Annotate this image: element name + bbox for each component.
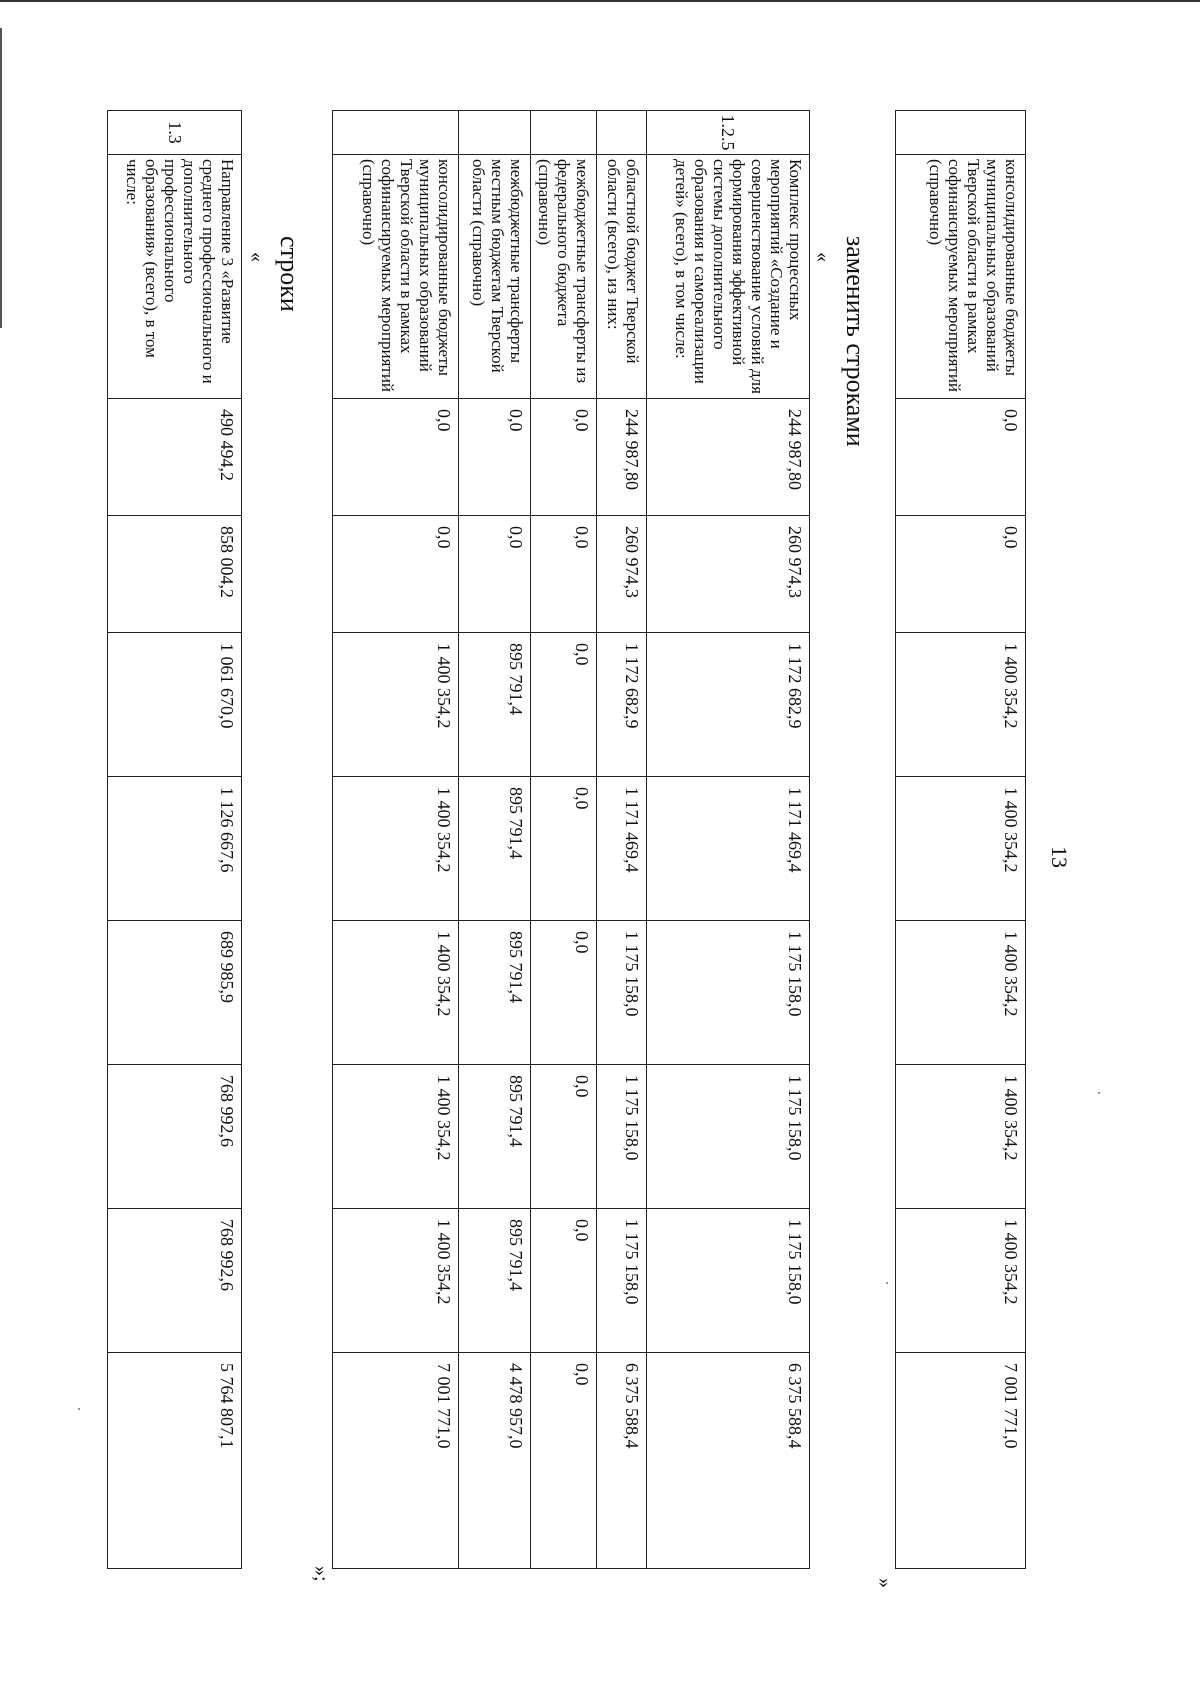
value-cell: 0,0 — [333, 516, 459, 633]
row-number — [597, 111, 647, 155]
value-cell: 1 171 469,4 — [597, 777, 647, 921]
value-cell: 260 974,3 — [647, 516, 810, 633]
table-row — [597, 111, 647, 1569]
value-cell: 1 400 354,2 — [896, 1065, 1026, 1209]
row-number — [896, 111, 1026, 155]
row-label: консолидированные бюджеты муниципальных образований Тверской области в рамках софинансируемых мероприятий (справочно) — [896, 155, 1026, 399]
value-cell: 1 400 354,2 — [333, 633, 459, 777]
value-cell: 1 175 158,0 — [647, 1065, 810, 1209]
value-cell: 7 001 771,0 — [896, 1353, 1026, 1569]
value-cell: 0,0 — [531, 921, 597, 1065]
value-cell: 0,0 — [896, 516, 1026, 633]
value-cell: 768 992,6 — [108, 1065, 242, 1209]
value-cell: 1 400 354,2 — [896, 921, 1026, 1065]
value-cell: 1 175 158,0 — [597, 921, 647, 1065]
value-cell: 895 791,4 — [459, 777, 531, 921]
value-cell: 1 400 354,2 — [896, 633, 1026, 777]
value-cell: 244 987,80 — [647, 399, 810, 516]
row-number — [333, 111, 459, 155]
value-cell: 0,0 — [531, 516, 597, 633]
value-cell: 1 400 354,2 — [896, 1209, 1026, 1353]
value-cell: 1 172 682,9 — [597, 633, 647, 777]
value-cell: 0,0 — [459, 399, 531, 516]
value-cell: 6 375 588,4 — [597, 1353, 647, 1569]
value-cell: 7 001 771,0 — [333, 1353, 459, 1569]
row-label: межбюджетные трансферты из федерального бюджета (справочно) — [531, 155, 597, 399]
value-cell: 0,0 — [459, 516, 531, 633]
value-cell: 5 764 807,1 — [108, 1353, 242, 1569]
value-cell: 0,0 — [531, 1065, 597, 1209]
section-heading-replace: заменить строками — [841, 236, 870, 447]
row-label: консолидированные бюджеты муниципальных образований Тверской области в рамках софинансируемых мероприятий (справочно) — [333, 155, 459, 399]
value-cell: 1 171 469,4 — [647, 777, 810, 921]
row-number: 1.2.5 — [647, 111, 810, 155]
row-label: межбюджетные трансферты местным бюджетам Тверской области (справочно) — [459, 155, 531, 399]
value-cell: 895 791,4 — [459, 633, 531, 777]
row-label: областной бюджет Тверской области (всего), из них: — [597, 155, 647, 399]
value-cell: 1 175 158,0 — [647, 921, 810, 1065]
opening-quote: « — [246, 252, 268, 262]
table-row — [108, 111, 242, 1569]
value-cell: 895 791,4 — [459, 1065, 531, 1209]
value-cell: 1 400 354,2 — [333, 1209, 459, 1353]
value-cell: 858 004,2 — [108, 516, 242, 633]
row-label: Комплекс процессных мероприятий «Создание и совершенствование условий для формирования эффективной системы дополнительного образования и самореализации детей» (всего), в том числе: — [647, 155, 810, 399]
value-cell: 0,0 — [333, 399, 459, 516]
value-cell: 1 400 354,2 — [896, 777, 1026, 921]
opening-quote: « — [812, 252, 834, 262]
row-number — [531, 111, 597, 155]
value-cell: 0,0 — [531, 777, 597, 921]
closing-quote: »; — [310, 1566, 332, 1582]
table-row — [531, 111, 597, 1569]
table-row — [896, 111, 1026, 1569]
row-number: 1.3 — [108, 111, 242, 155]
value-cell: 1 172 682,9 — [647, 633, 810, 777]
table-row — [459, 111, 531, 1569]
value-cell: 689 985,9 — [108, 921, 242, 1065]
value-cell: 0,0 — [531, 633, 597, 777]
budget-table-replacement — [332, 110, 810, 1569]
closing-quote: » — [874, 1578, 896, 1588]
value-cell: 490 494,2 — [108, 399, 242, 516]
row-label: Направление 3 «Развитие среднего профессионального и дополнительного профессионального образования» (всего), в том числе: — [108, 155, 242, 399]
budget-table-bottom — [107, 110, 242, 1569]
value-cell: 1 126 667,6 — [108, 777, 242, 921]
value-cell: 1 175 158,0 — [597, 1209, 647, 1353]
section-heading-rows: строки — [275, 236, 304, 312]
value-cell: 244 987,80 — [597, 399, 647, 516]
row-number — [459, 111, 531, 155]
page-number: 13 — [1047, 846, 1072, 868]
value-cell: 1 061 670,0 — [108, 633, 242, 777]
budget-table-top — [895, 110, 1026, 1569]
value-cell: 0,0 — [531, 1353, 597, 1569]
value-cell: 6 375 588,4 — [647, 1353, 810, 1569]
value-cell: 4 478 957,0 — [459, 1353, 531, 1569]
value-cell: 0,0 — [531, 399, 597, 516]
value-cell: 768 992,6 — [108, 1209, 242, 1353]
value-cell: 895 791,4 — [459, 921, 531, 1065]
value-cell: 1 175 158,0 — [647, 1209, 810, 1353]
value-cell: 1 400 354,2 — [333, 777, 459, 921]
value-cell: 1 400 354,2 — [333, 1065, 459, 1209]
value-cell: 1 175 158,0 — [597, 1065, 647, 1209]
value-cell: 1 400 354,2 — [333, 921, 459, 1065]
value-cell: 0,0 — [896, 399, 1026, 516]
table-row — [333, 111, 459, 1569]
value-cell: 260 974,3 — [597, 516, 647, 633]
table-row — [647, 111, 810, 1569]
value-cell: 895 791,4 — [459, 1209, 531, 1353]
value-cell: 0,0 — [531, 1209, 597, 1353]
